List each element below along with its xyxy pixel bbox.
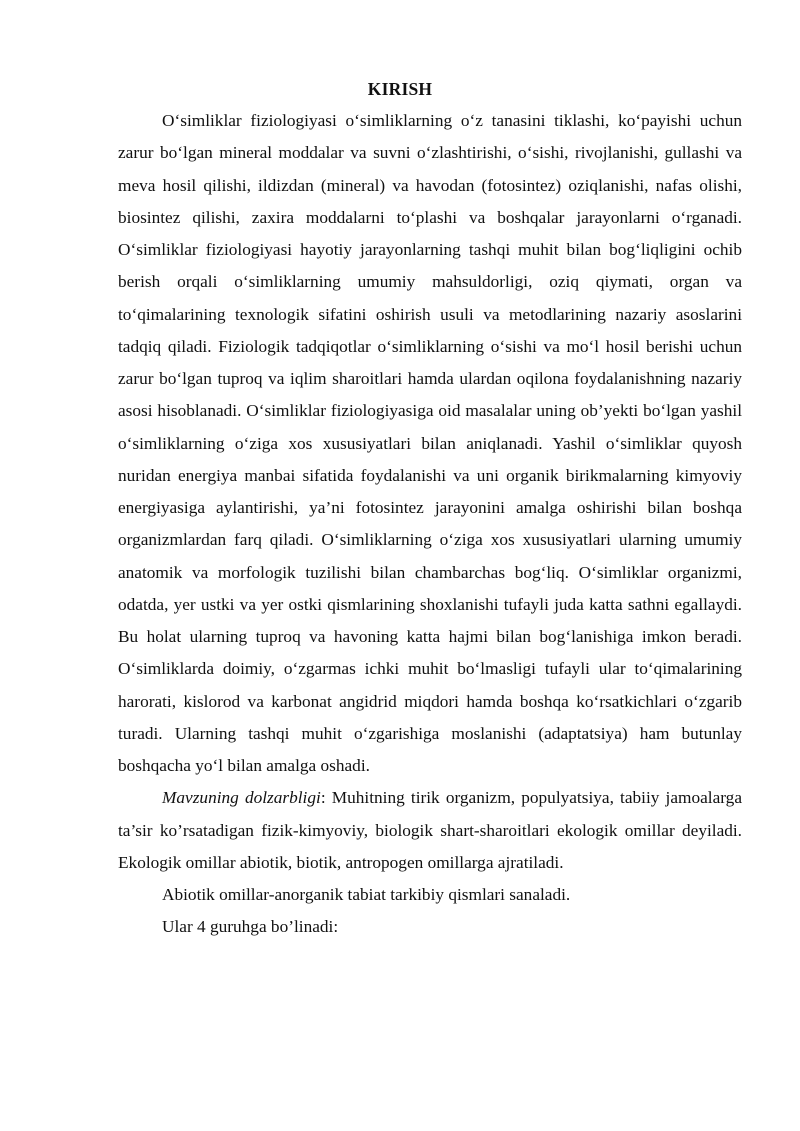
document-body bbox=[118, 105, 742, 944]
groups-paragraph: Ular 4 guruhga bo’linadi: bbox=[162, 917, 339, 937]
page-title: KIRISH bbox=[367, 79, 433, 99]
relevance-paragraph bbox=[118, 782, 742, 879]
relevance-label: Mavzuning dolzarbligi bbox=[162, 788, 321, 808]
relevance-text: : Muhitning tirik organizm, populyatsiya, tabiiy jamoalarga ta’sir ko’rsatadigan fizik-kimyoviy, biologik shart-sharoitlari ekologik omillar deyiladi. Ekologik omillar abiotik, biotik, antropogen omillarga ajratiladi. bbox=[118, 788, 742, 872]
intro-paragraph: O‘simliklar fiziologiyasi o‘simliklarning o‘z tanasini tiklashi, ko‘payishi uchun zarur bo‘lgan mineral moddalar va suvni o‘zlashtirishi, o‘sishi, rivojlanishi, gullashi va meva hosil qilishi, ildizdan (mineral) va havodan (fotosintez) oziqlanishi, nafas olishi, biosintez qilishi, zaxira moddalarni to‘plashi va boshqalar jarayonlarni o‘rganadi. O‘simliklar fiziologiyasi hayotiy jarayonlarning tashqi muhit bilan bog‘liqligini ochib berish orqali o‘simliklarning umumiy mahsuldorligi, oziq qiymati, organ va to‘qimalarining texnologik sifatini oshirish usuli va metodlarining nazariy asoslarini tadqiq qiladi. Fiziologik tadqiqotlar o‘simliklarning o‘sishi va mo‘l hosil berishi uchun zarur bo‘lgan tuproq va iqlim sharoitlari hamda ulardan oqilona foydalanishning nazariy asosi hisoblanadi. O‘simliklar fiziologiyasiga oid masalalar uning ob’yekti bo‘lgan yashil o‘simliklarning o‘ziga xos xususiyatlari bilan aniqlanadi. Yashil o‘simliklar quyosh nuridan energiya manbai sifatida foydalanishi va uni organik birikmalarning kimyoviy energiyasiga aylantirishi, ya’ni fotosintez jarayonini amalga oshirishi bilan boshqa organizmlardan farq qiladi. O‘simliklarning o‘ziga xos xususiyatlari ularning umumiy anatomik va morfologik tuzilishi bilan chambarchas bog‘liq. O‘simliklar organizmi, odatda, yer ustki va yer ostki qismlarining shoxlanishi tufayli juda katta sathni egallaydi. Bu holat ularning tuproq va havoning katta hajmi bilan bog‘lanishiga imkon beradi. O‘simliklarda doimiy, o‘zgarmas ichki muhit bo‘lmasligi tufayli ular to‘qimalarining harorati, kislorod va karbonat angidrid miqdori hamda boshqa ko‘rsatkichlari o‘zgarib turadi. Ularning tashqi muhit o‘zgarishiga moslanishi (adaptatsiya) ham butunlay boshqacha yo‘l bilan amalga oshadi. bbox=[118, 111, 742, 775]
abiotic-paragraph: Abiotik omillar-anorganik tabiat tarkibiy qismlari sanaladi. bbox=[162, 885, 571, 904]
